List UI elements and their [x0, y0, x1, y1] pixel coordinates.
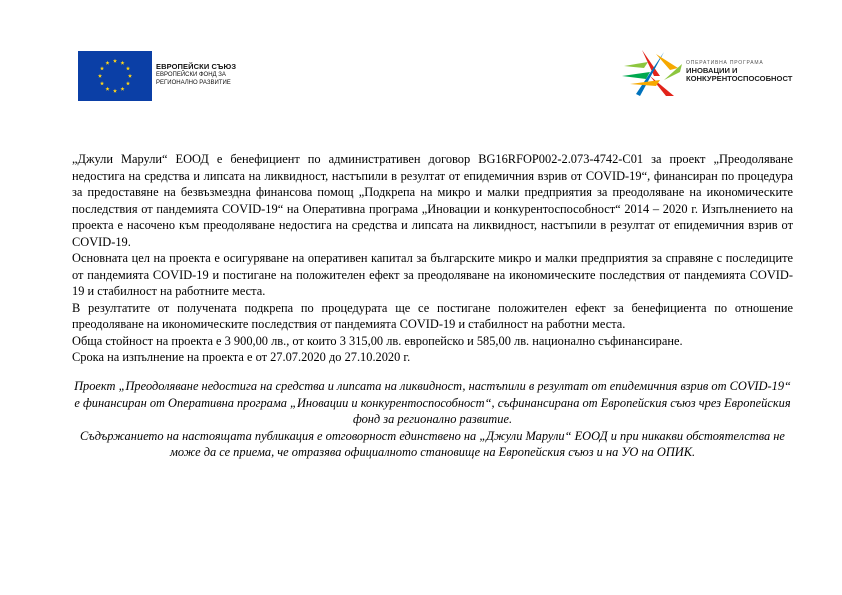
eu-star-icon [100, 81, 104, 85]
eu-star-icon [126, 81, 130, 85]
eu-stars-icon [78, 51, 152, 101]
eu-star-icon [113, 89, 117, 93]
eu-star-icon [105, 87, 109, 91]
eu-star-icon [120, 87, 124, 91]
eu-flag-icon [78, 51, 152, 101]
eu-logo-line3: РЕГИОНАЛНО РАЗВИТИЕ [156, 80, 231, 86]
eu-star-icon [100, 66, 104, 70]
opic-arrows-icon [620, 46, 684, 102]
disclaimer-responsibility: Съдържанието на настоящата публикация е отговорност единствено на „Джули Марули“ ЕООД и при никакви обстоятелства не може да се приема, че отразява официалното становище на Европейския съюз и на УО на ОПИК. [80, 428, 785, 459]
eu-logo-line2: ЕВРОПЕЙСКИ ФОНД ЗА [156, 72, 226, 78]
paragraph-value: Обща стойност на проекта е 3 900,00 лв., от които 3 315,00 лв. европейско и 585,00 лв. национално съфинансиране. [72, 333, 683, 348]
paragraph-beneficiary: „Джули Марули“ ЕООД е бенефициент по административен договор BG16RFOP002-2.073-4742-C01 за проект „Преодоляване недостига на средства и липсата на ликвидност, настъпили в резултат от епидемичния взрив от COVID-19“, финансиран по процедура за предоставяне на безвъзмездна финансова помощ „Подкрепа на микро и малки предприятия за преодоляване на икономическите последствия от пандемията COVID-19“ на Оперативна програма „Иновации и конкурентоспособност“ 2014 – 2020 г. Изпълнението на проекта е насочено към преодоляване недостига на средства и липсата на ликвидност, настъпили в резултат от епидемичния взрив от COVID-19. [72, 152, 793, 249]
opic-logo-text [686, 60, 792, 83]
eu-logo-text [156, 63, 236, 87]
eu-star-icon [113, 59, 117, 63]
eu-star-icon [105, 61, 109, 65]
paragraph-goal: Основната цел на проекта е осигуряване на оперативен капитал за българските микро и малки предприятия за справяне с последиците от пандемията COVID-19 и постигане на положителен ефект за преодоляване на икономическите последствия от пандемията COVID-19 и стабилност на работните места. [72, 251, 793, 298]
opic-logo [620, 46, 800, 102]
paragraph-results: В резултатите от получената подкрепа по процедурата ще се постигане положителен ефект за бенефициента по отношение преодоляване на икономическите последствия от пандемията COVID-19 и стабилност на работни места. [72, 300, 793, 331]
disclaimer-funding: Проект „Преодоляване недостига на средства и липсата на ликвидност, настъпили в резултат от епидемичния взрив от COVID-19“ е финансиран от Оперативна програма „Иновации и конкурентоспособност“, съфинансирана от Европейския съюз чрез Европейския фонд за регионално развитие. [74, 379, 791, 426]
opic-logo-line1: ИНОВАЦИИ И [686, 66, 738, 75]
paragraph-duration: Срока на изпълнение на проекта е от 27.07.2020 до 27.10.2020 г. [72, 350, 411, 364]
project-description [72, 151, 793, 366]
eu-star-icon [126, 66, 130, 70]
eu-star-icon [120, 61, 124, 65]
eu-logo-line1: ЕВРОПЕЙСКИ СЪЮЗ [156, 62, 237, 71]
disclaimer [72, 378, 793, 461]
opic-logo-line2: КОНКУРЕНТОСПОСОБНОСТ [686, 74, 793, 83]
eu-logo [78, 51, 238, 101]
eu-star-icon [128, 74, 132, 78]
eu-star-icon [98, 74, 102, 78]
opic-logo-small: ОПЕРАТИВНА ПРОГРАМА [686, 60, 764, 66]
